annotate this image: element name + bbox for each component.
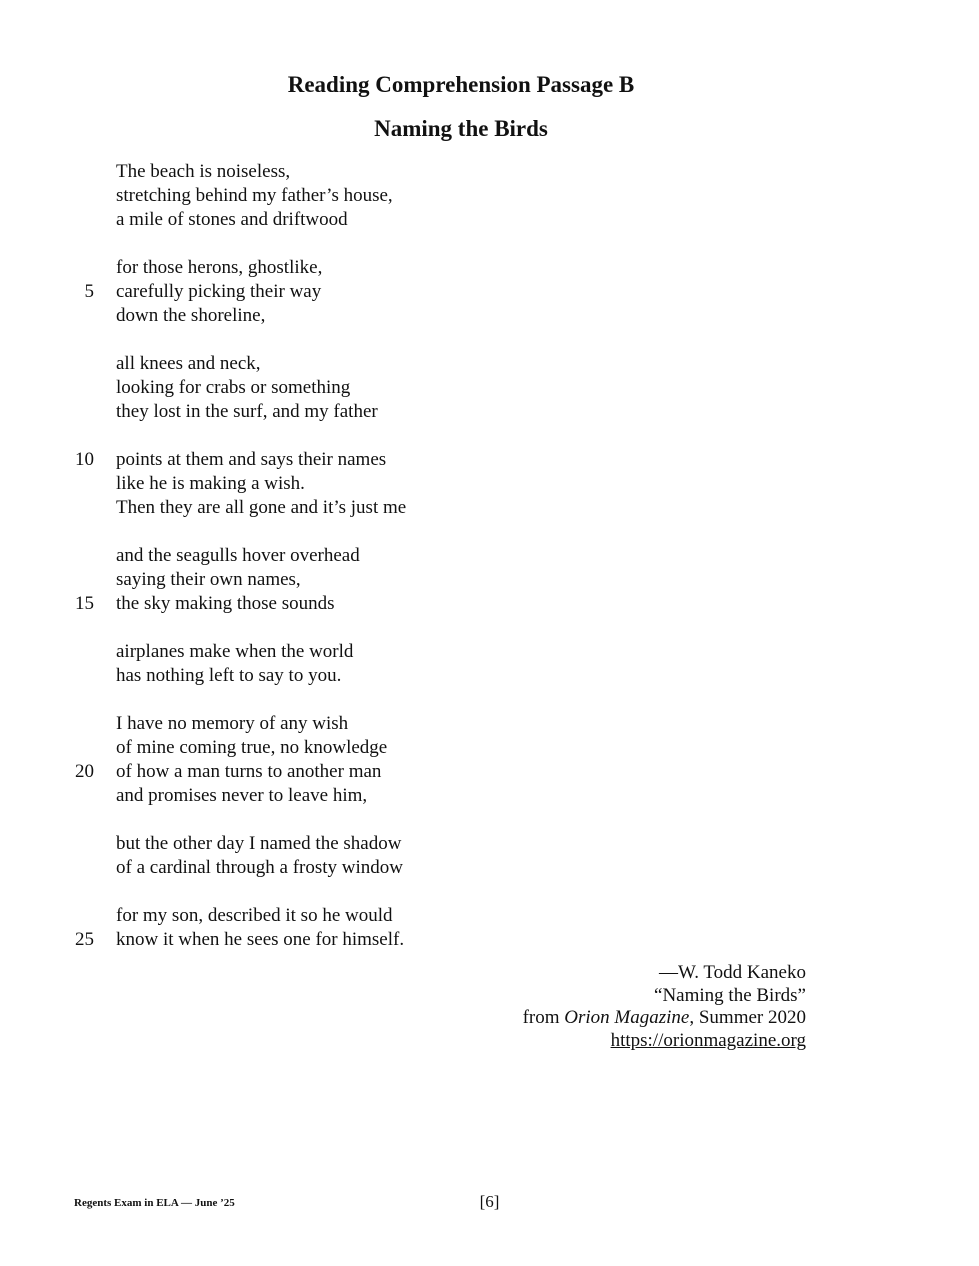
poem-line: [0, 472, 600, 496]
line-text: know it when he sees one for himself.: [116, 929, 405, 950]
passage-label: Reading Comprehension Passage B: [287, 72, 635, 97]
line-text: but the other day I named the shadow: [116, 833, 402, 854]
source-suffix: , Summer 2020: [689, 1007, 806, 1028]
poem-line: [0, 304, 600, 328]
poem-line: [0, 760, 600, 784]
line-text: I have no memory of any wish: [116, 713, 349, 734]
source-prefix: from: [522, 1007, 565, 1028]
poem-line: [0, 664, 600, 688]
poem-line: [0, 208, 600, 232]
line-number: 20: [75, 761, 94, 782]
line-text: down the shoreline,: [116, 305, 266, 326]
poem-stanza: [0, 160, 600, 232]
poem-line: [0, 400, 600, 424]
poem-line: [0, 928, 600, 952]
line-text: saying their own names,: [116, 569, 301, 590]
line-text: airplanes make when the world: [116, 641, 354, 662]
poem-stanza: [0, 640, 600, 688]
poem-line: [0, 640, 600, 664]
poem-line: [0, 592, 600, 616]
poem-line: [0, 568, 600, 592]
line-number: 10: [75, 449, 94, 470]
line-number: 25: [75, 929, 94, 950]
line-number: 5: [84, 281, 94, 302]
poem-line: [0, 448, 600, 472]
work-title: “Naming the Birds”: [654, 984, 806, 1006]
poem-stanza: [0, 256, 600, 328]
footer-page-number: [6]: [479, 1192, 500, 1211]
poem-line: [0, 376, 600, 400]
poem-title: Naming the Birds: [374, 116, 548, 141]
poem-line: [0, 904, 600, 928]
line-text: they lost in the surf, and my father: [116, 401, 378, 422]
poem-line: [0, 352, 600, 376]
poem-line: [0, 256, 600, 280]
poem-stanza: [0, 904, 600, 952]
poem-line: [0, 544, 600, 568]
poem-line: [0, 736, 600, 760]
line-text: of a cardinal through a frosty window: [116, 857, 404, 878]
line-text: for my son, described it so he would: [116, 905, 393, 926]
author-credit: —W. Todd Kaneko: [659, 962, 806, 983]
line-text: Then they are all gone and it’s just me: [116, 497, 407, 518]
poem-line: [0, 496, 600, 520]
line-text: stretching behind my father’s house,: [116, 185, 393, 206]
poem-line: [0, 784, 600, 808]
poem-line: [0, 184, 600, 208]
source-line: [523, 1007, 806, 1030]
poem-stanza: [0, 832, 600, 880]
line-text: a mile of stones and driftwood: [116, 209, 348, 230]
footer-exam-label: Regents Exam in ELA — June ’25: [74, 1197, 235, 1209]
source-url-link[interactable]: https://orionmagazine.org: [610, 1029, 806, 1051]
line-text: of how a man turns to another man: [116, 761, 382, 782]
poem-body: [0, 160, 600, 976]
poem-stanza: [0, 352, 600, 424]
poem-stanza: [0, 448, 600, 520]
poem-line: [0, 832, 600, 856]
source-title: Orion Magazine: [564, 1007, 690, 1028]
line-text: and the seagulls hover overhead: [116, 545, 360, 566]
poem-stanza: [0, 712, 600, 808]
poem-line: [0, 856, 600, 880]
line-text: The beach is noiseless,: [116, 161, 291, 182]
line-text: has nothing left to say to you.: [116, 665, 342, 686]
poem-line: [0, 712, 600, 736]
line-text: of mine coming true, no knowledge: [116, 737, 388, 758]
line-text: all knees and neck,: [116, 353, 261, 374]
line-text: the sky making those sounds: [116, 593, 335, 614]
line-text: for those herons, ghostlike,: [116, 257, 323, 278]
line-text: and promises never to leave him,: [116, 785, 368, 806]
line-text: carefully picking their way: [116, 281, 322, 302]
line-text: points at them and says their names: [116, 449, 387, 470]
attribution: [523, 962, 806, 1052]
poem-stanza: [0, 544, 600, 616]
poem-line: [0, 280, 600, 304]
line-number: 15: [75, 593, 94, 614]
poem-line: [0, 160, 600, 184]
line-text: like he is making a wish.: [116, 473, 305, 494]
line-text: looking for crabs or something: [116, 377, 351, 398]
